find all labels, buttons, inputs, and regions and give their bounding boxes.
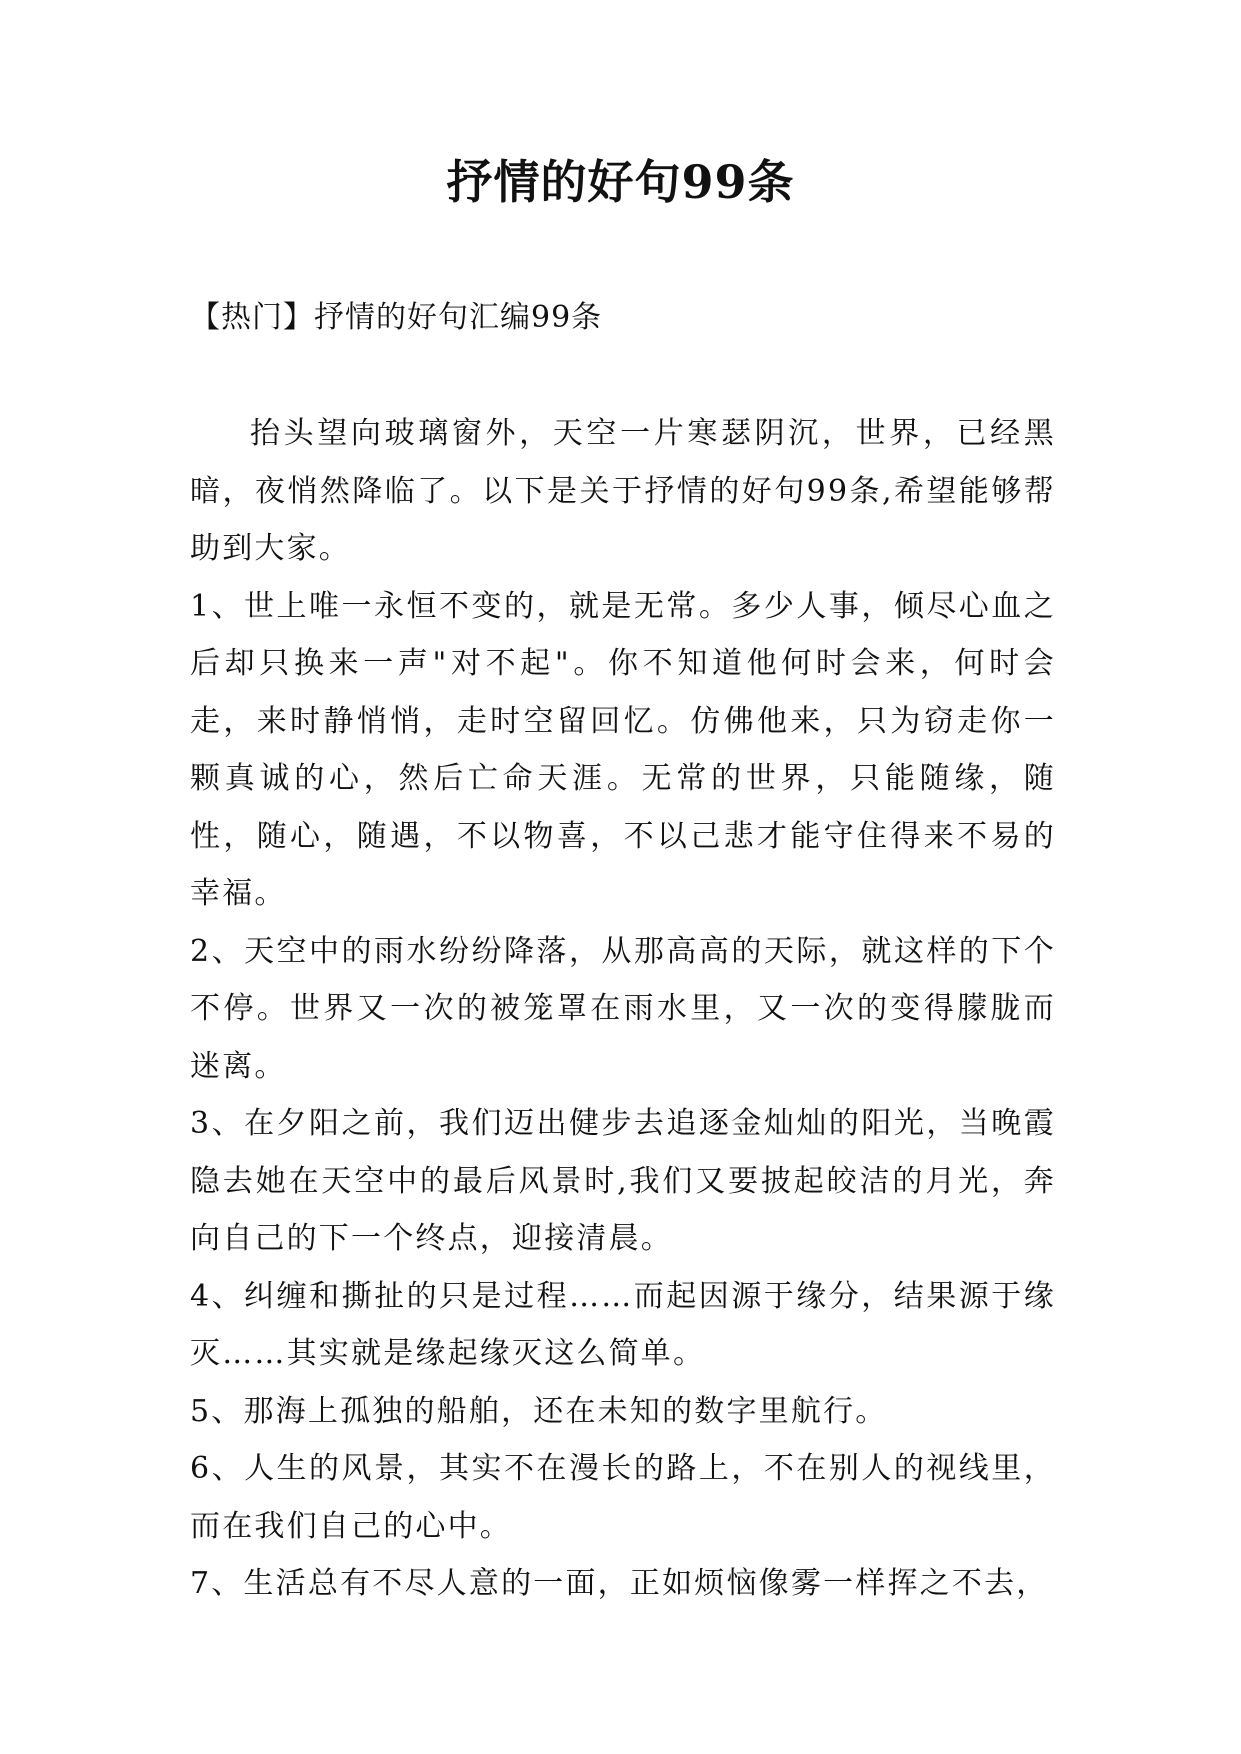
list-item: 3、在夕阳之前，我们迈出健步去追逐金灿灿的阳光，当晚霞隐去她在天空中的最后风景时,我们又要披起皎洁的月光，奔向自己的下一个终点，迎接清晨。 (190, 1106, 1056, 1256)
list-item: 6、人生的风景，其实不在漫长的路上，不在别人的视线里，而在我们自己的心中。 (190, 1451, 1056, 1544)
intro-paragraph: 抬头望向玻璃窗外，天空一片寒瑟阴沉，世界，已经黑暗，夜悄然降临了。以下是关于抒情的好句99条,希望能够帮助到大家。 (190, 416, 1056, 566)
list-item: 4、纠缠和撕扯的只是过程……而起因源于缘分，结果源于缘灭……其实就是缘起缘灭这么简单。 (190, 1278, 1056, 1371)
document-subtitle: 【热门】抒情的好句汇编99条 (190, 300, 603, 335)
document-title: 抒情的好句99条 (446, 155, 795, 209)
list-item: 7、生活总有不尽人意的一面，正如烦恼像雾一样挥之不去， (190, 1566, 1049, 1601)
list-item: 5、那海上孤独的船舶，还在未知的数字里航行。 (190, 1393, 888, 1429)
document-body (190, 405, 1056, 1613)
list-item: 2、天空中的雨水纷纷降落，从那高高的天际，就这样的下个不停。世界又一次的被笼罩在雨水里，又一次的变得朦胧而迷离。 (190, 933, 1056, 1084)
list-item: 1、世上唯一永恒不变的，就是无常。多少人事，倾尽心血之后却只换来一声"对不起"。你不知道他何时会来，何时会走，来时静悄悄，走时空留回忆。仿佛他来，只为窃走你一颗真诚的心，然后亡命天涯。无常的世界，只能随缘，随性，随心，随遇，不以物喜，不以己悲才能守住得来不易的幸福。 (190, 588, 1056, 911)
